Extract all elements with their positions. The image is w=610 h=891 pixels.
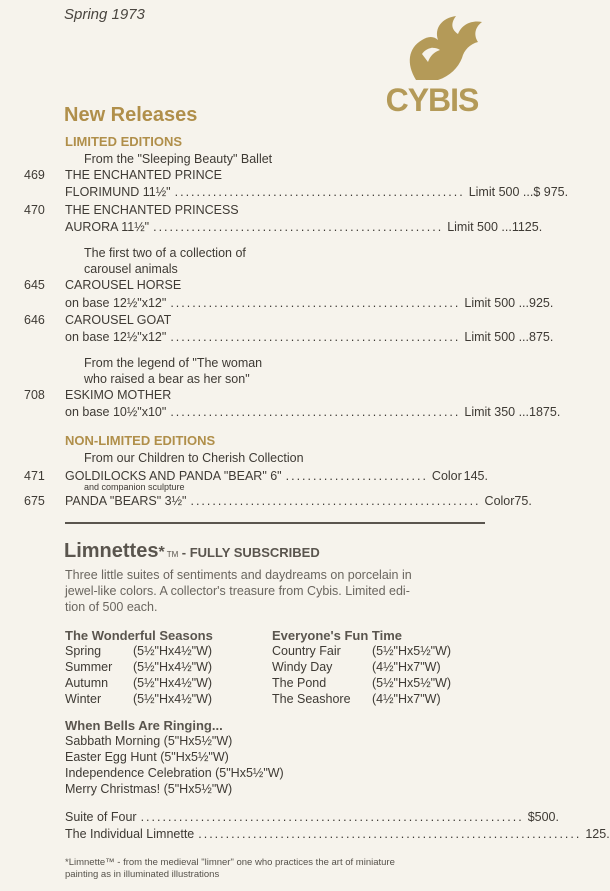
item-limit: Limit 500 ... (468, 185, 534, 199)
item-number: 646 (24, 313, 45, 327)
catalog-item-470 (0, 203, 513, 219)
item-edition: Color (484, 494, 515, 508)
item-title: THE ENCHANTED PRINCESS (65, 203, 239, 217)
item-price: 925. (529, 296, 554, 310)
list-item (65, 692, 101, 706)
footnote-line: painting as in illuminated illustrations (65, 869, 220, 880)
item-limit: Limit 350 ... (464, 405, 530, 419)
leader-dots: ...................................................................... (140, 810, 524, 824)
price-label: Suite of Four (65, 810, 137, 824)
item-size: (5½"Hx4½"W) (133, 692, 213, 706)
item-price: 145. (463, 469, 488, 483)
list-item: Independence Celebration (5"Hx5½"W) (65, 766, 284, 780)
item-price: 75. (514, 494, 532, 508)
item-price: 875. (529, 330, 554, 344)
trademark: TM (166, 550, 179, 559)
new-releases-title: New Releases (64, 104, 198, 126)
list-item: Sabbath Morning (5"Hx5½"W) (65, 734, 233, 748)
footnote (65, 857, 495, 881)
limnettes-description: tion of 500 each. (65, 600, 158, 614)
leader-dots: .......................... (285, 469, 428, 483)
catalog-item-708-detail (0, 405, 561, 421)
catalog-item-708 (0, 388, 513, 404)
list-item (65, 676, 108, 690)
price-label: The Individual Limnette (65, 827, 195, 841)
limnettes-title: Limnettes (64, 540, 159, 562)
item-price: 1875. (529, 405, 561, 419)
catalog-item-645 (0, 278, 513, 294)
catalog-item-469-detail (0, 185, 569, 201)
list-item: Easter Egg Hunt (5"Hx5½"W) (65, 750, 229, 764)
cybis-logo (376, 14, 488, 118)
item-size: on base 12½"x12" (65, 330, 167, 344)
item-size: (5½"Hx4½"W) (133, 660, 213, 674)
individual-price-row (0, 827, 610, 843)
limnettes-description: Three little suites of sentiments and daydreams on porcelain in (65, 568, 412, 582)
item-number: 675 (24, 494, 45, 508)
item-number: 471 (24, 469, 45, 483)
limnettes-description: jewel-like colors. A collector's treasure from Cybis. Limited edi- (65, 584, 410, 598)
price-value: $500. (527, 810, 559, 824)
leader-dots: ..................................................... (170, 330, 461, 344)
item-limit: Limit 500 ... (447, 220, 512, 234)
item-name: Summer (65, 660, 113, 674)
leader-dots: ..................................................... (190, 494, 481, 508)
non-limited-editions-heading: NON-LIMITED EDITIONS (65, 433, 216, 448)
item-size: (5½"Hx5½"W) (372, 676, 452, 690)
item-size: (5½"Hx5½"W) (372, 644, 452, 658)
catalog-item-646-detail (0, 330, 554, 346)
item-size: FLORIMUND 11½" (65, 185, 171, 199)
catalog-item-675 (0, 494, 532, 510)
group-intro: From the "Sleeping Beauty" Ballet (84, 152, 273, 166)
seasons-heading: The Wonderful Seasons (65, 628, 213, 643)
item-limit: Limit 500 ... (464, 330, 530, 344)
item-name: The Pond (272, 676, 327, 690)
bells-heading: When Bells Are Ringing... (65, 718, 223, 733)
leader-dots: ..................................................... (170, 296, 461, 310)
item-name: Winter (65, 692, 102, 706)
item-size: (5½"Hx4½"W) (133, 676, 213, 690)
logo-wordmark: CYBIS (385, 82, 479, 118)
leader-dots: ..................................................... (174, 185, 465, 199)
limnettes-subtitle: - FULLY SUBSCRIBED (181, 545, 320, 560)
bird-icon (376, 14, 488, 86)
item-number: 470 (24, 203, 45, 217)
fun-time-heading: Everyone's Fun Time (272, 628, 403, 643)
catalog-item-646 (0, 313, 513, 329)
item-subnote: and companion sculpture (84, 482, 185, 492)
item-size: (4½"Hx7"W) (372, 660, 441, 674)
item-price: $ 975. (533, 185, 569, 199)
limited-editions-heading: LIMITED EDITIONS (65, 134, 182, 149)
item-title: PANDA "BEARS" 3½" (65, 494, 187, 508)
catalog-item-470-detail (0, 220, 543, 236)
item-size: on base 12½"x12" (65, 296, 167, 310)
price-value: 125. (585, 827, 610, 841)
item-size: (4½"Hx7"W) (372, 692, 441, 706)
suite-price-row (0, 810, 559, 826)
list-item (65, 644, 101, 658)
item-price: 1125. (511, 220, 543, 234)
item-title: THE ENCHANTED PRINCE (65, 168, 222, 182)
item-name: Country Fair (272, 644, 341, 658)
list-item: Merry Christmas! (5"Hx5½"W) (65, 782, 233, 796)
item-name: Windy Day (272, 660, 333, 674)
group-intro: From our Children to Cherish Collection (84, 451, 304, 465)
item-edition: Color (431, 469, 462, 483)
catalog-item-645-detail (0, 296, 554, 312)
item-size: AURORA 11½" (65, 220, 150, 234)
catalog-item-469 (0, 168, 513, 184)
limnettes-title-group (64, 540, 320, 563)
item-limit: Limit 500 ... (464, 296, 530, 310)
footnote-marker: * (158, 544, 165, 561)
item-name: The Seashore (272, 692, 351, 706)
item-size: on base 10½"x10" (65, 405, 167, 419)
group-intro: The first two of a collection of (84, 246, 246, 260)
group-intro: carousel animals (84, 262, 178, 276)
section-divider (65, 522, 485, 524)
leader-dots: ..................................................... (170, 405, 461, 419)
leader-dots: ...................................................................... (198, 827, 582, 841)
list-item (65, 660, 112, 674)
leader-dots: ..................................................... (153, 220, 444, 234)
footnote-line: *Limnette™ - from the medieval "limner" one who practices the art of miniature (65, 857, 395, 868)
group-intro: who raised a bear as her son" (84, 372, 250, 386)
item-number: 645 (24, 278, 45, 292)
item-name: Spring (65, 644, 102, 658)
catalog-item-471 (0, 469, 513, 485)
item-name: Autumn (65, 676, 109, 690)
item-title: GOLDILOCKS AND PANDA "BEAR" 6" (65, 469, 282, 483)
item-number: 469 (24, 168, 45, 182)
item-title: CAROUSEL GOAT (65, 313, 172, 327)
group-intro: From the legend of "The woman (84, 356, 263, 370)
item-title: CAROUSEL HORSE (65, 278, 182, 292)
season-label: Spring 1973 (64, 6, 145, 23)
item-number: 708 (24, 388, 45, 402)
item-title: ESKIMO MOTHER (65, 388, 172, 402)
item-size: (5½"Hx4½"W) (133, 644, 213, 658)
